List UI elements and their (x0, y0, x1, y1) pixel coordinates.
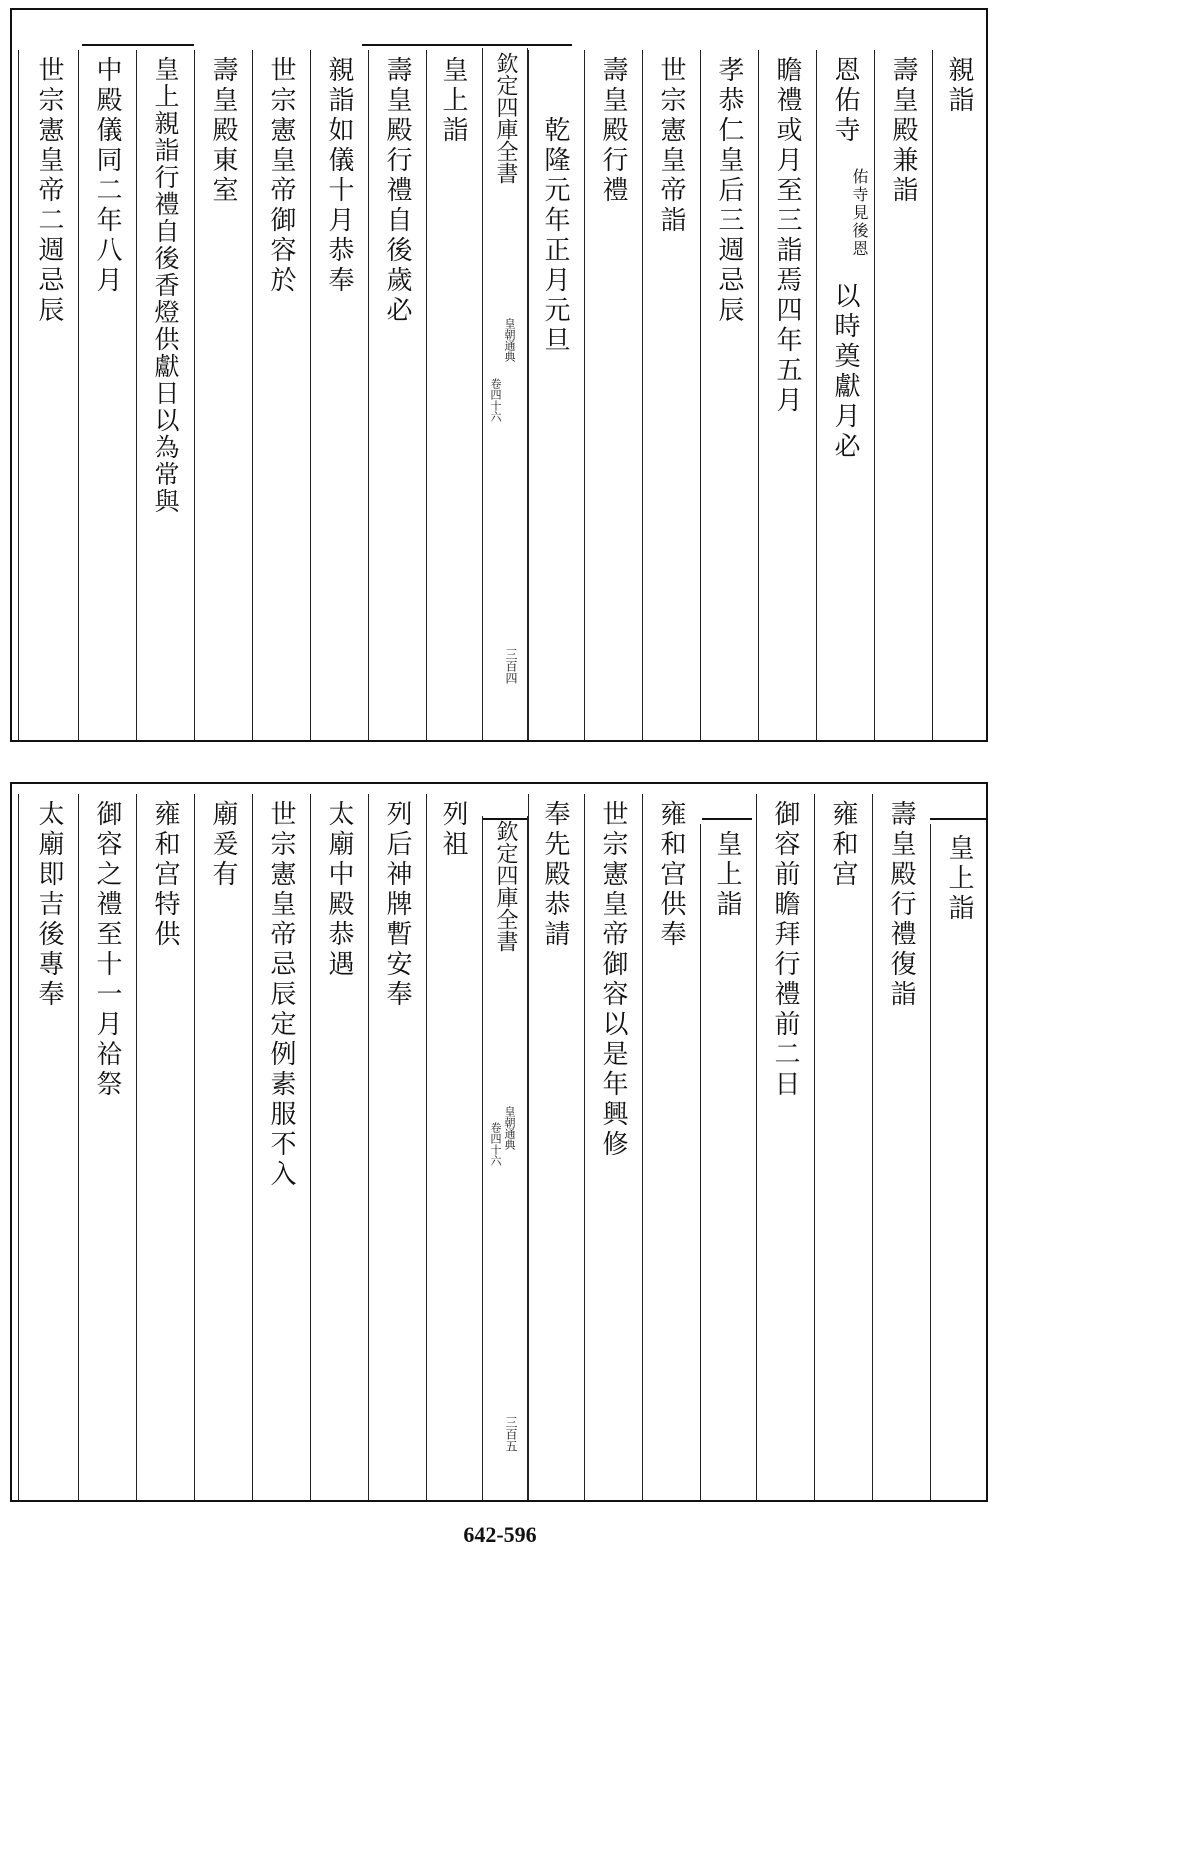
text-column (930, 824, 988, 1500)
text-column (528, 50, 584, 740)
text-column (758, 50, 816, 740)
column-text: 壽皇殿行禮復詣 (886, 800, 916, 1010)
column-text: 親詣如儀十月恭奉 (324, 56, 354, 296)
center-fold-column (482, 816, 528, 1500)
text-column (368, 50, 426, 740)
text-column (872, 794, 930, 1500)
text-column (642, 50, 700, 740)
header-tab (482, 782, 528, 820)
column-note: 佑寺見後恩 (850, 168, 869, 258)
column-text: 廟爰有 (208, 800, 238, 890)
text-column (136, 794, 194, 1500)
column-text: 世宗憲皇帝御容於 (266, 56, 296, 296)
column-text: 皇上詣 (438, 56, 468, 146)
column-text: 壽皇殿東室 (208, 56, 238, 206)
text-column (426, 794, 482, 1500)
column-text: 皇上親詣行禮自後香燈供獻日以為常與 (151, 56, 180, 515)
column-text: 中殿儀同二年八月 (92, 56, 122, 296)
column-text: 世宗憲皇帝忌辰定例素服不入 (266, 800, 296, 1190)
column-text: 御容之禮至十一月祫祭 (92, 800, 122, 1100)
text-column (368, 794, 426, 1500)
text-column (756, 794, 814, 1500)
text-column (816, 50, 874, 740)
column-text: 瞻禮或月至三詣焉四年五月 (772, 56, 802, 416)
text-column (78, 794, 136, 1500)
leaf-top (10, 8, 988, 742)
text-column (642, 794, 700, 1500)
header-tab (930, 782, 988, 820)
center-fold-column (482, 48, 528, 740)
center-title: 欽定四庫全書 (493, 820, 518, 952)
text-column (78, 50, 136, 740)
text-column (426, 50, 482, 740)
header-tab (702, 782, 752, 820)
header-tab (362, 8, 572, 46)
text-column (310, 50, 368, 740)
text-column (18, 50, 78, 740)
text-column (194, 794, 252, 1500)
center-source: 皇朝通典 (503, 1106, 516, 1150)
column-text: 皇上詣 (944, 834, 974, 924)
center-source: 皇朝通典 (503, 318, 516, 362)
column-text: 列祖 (438, 800, 468, 860)
column-text: 列后神牌暫安奉 (382, 800, 412, 1010)
column-text: 親詣 (944, 56, 974, 116)
text-column (252, 50, 310, 740)
column-text: 雍和宫特供 (150, 800, 180, 950)
text-column (18, 794, 78, 1500)
column-text: 太廟即吉後專奉 (34, 800, 64, 1010)
center-title: 欽定四庫全書 (493, 52, 518, 184)
column-text: 雍和宫供奉 (656, 800, 686, 950)
column-text: 世宗憲皇帝二週忌辰 (34, 56, 64, 326)
column-text: 壽皇殿兼詣 (888, 56, 918, 206)
column-text: 壽皇殿行禮 (598, 56, 628, 206)
text-column (700, 824, 756, 1500)
text-column (700, 50, 758, 740)
column-text: 御容前瞻拜行禮前二日 (770, 800, 800, 1100)
text-column (932, 50, 988, 740)
text-column (136, 50, 194, 740)
text-column (528, 794, 584, 1500)
text-column (252, 794, 310, 1500)
text-column (194, 50, 252, 740)
column-text: 太廟中殿恭遇 (324, 800, 354, 980)
column-text: 雍和宫 (828, 800, 858, 890)
column-text: 壽皇殿行禮自後歲必 (382, 56, 412, 326)
center-volume: 卷四十六 (489, 1122, 502, 1166)
column-text: 世宗憲皇帝御容以是年興修 (598, 800, 628, 1160)
text-column (814, 794, 872, 1500)
column-text: 孝恭仁皇后三週忌辰 (714, 56, 744, 326)
text-column (584, 50, 642, 740)
column-text: 恩佑寺 (830, 56, 860, 146)
column-text: 奉先殿恭請 (540, 800, 570, 950)
column-text: 以時奠獻月必 (830, 282, 860, 462)
page-number: 642-596 (463, 1522, 537, 1547)
header-tab (82, 8, 194, 46)
text-column (310, 794, 368, 1500)
text-column (874, 50, 932, 740)
column-text: 皇上詣 (712, 830, 742, 920)
leaf-bottom (10, 782, 988, 1502)
center-volume: 卷四十六 (489, 378, 502, 422)
column-text: 世宗憲皇帝詣 (656, 56, 686, 236)
center-page: 三百四 (504, 648, 518, 684)
text-column (584, 794, 642, 1500)
column-text: 乾隆元年正月元旦 (540, 116, 570, 356)
center-page: 三百五 (504, 1416, 518, 1452)
